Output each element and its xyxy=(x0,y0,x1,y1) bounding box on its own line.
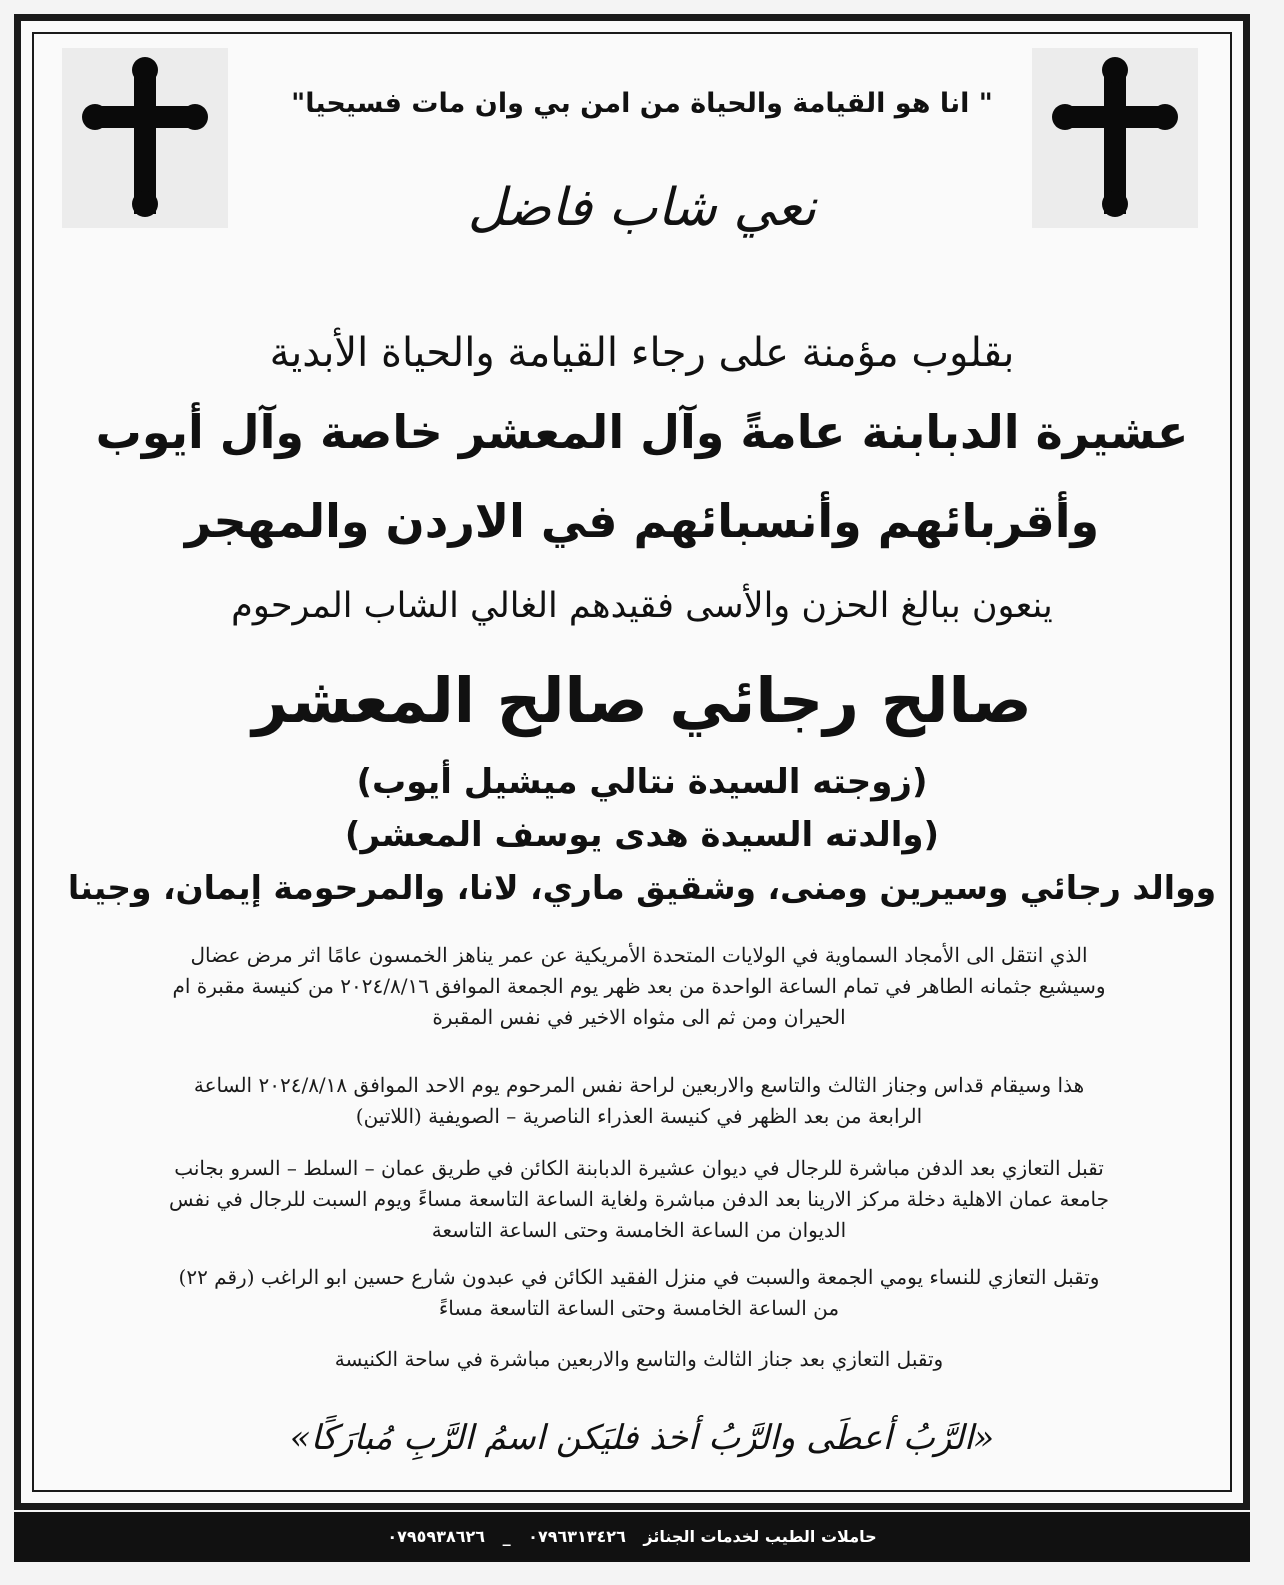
mourn-line: ينعون ببالغ الحزن والأسى فقيدهم الغالي الشاب المرحوم xyxy=(231,586,1053,626)
paragraph-line: الرابعة من بعد الظهر في كنيسة العذراء الناصرية – الصويفية (اللاتين) xyxy=(355,1104,923,1128)
footer-bar xyxy=(14,1512,1250,1562)
footer-separator: _ xyxy=(502,1527,511,1546)
paragraph-line: من الساعة الخامسة وحتى الساعة التاسعة مساءً xyxy=(438,1296,840,1320)
paragraph-line: وسيشيع جثمانه الطاهر في تمام الساعة الواحدة من بعد ظهر يوم الجمعة الموافق ٢٠٢٤/٨/١٦ من كنيسة مقبرة ام xyxy=(172,974,1106,998)
paragraph-line: جامعة عمان الاهلية دخلة مركز الارينا بعد الدفن مباشرة ولغاية الساعة التاسعة مساءً ويوم السبت للرجال في نفس xyxy=(168,1187,1110,1211)
scripture-verse: " انا هو القيامة والحياة من امن بي وان مات فسيحيا" xyxy=(291,88,993,119)
deceased-name: صالح رجائي صالح المعشر xyxy=(252,664,1032,737)
paragraph-condolences-women xyxy=(66,1262,1212,1324)
mother-line: (والدته السيدة هدى يوسف المعشر) xyxy=(344,815,940,855)
paragraph-funeral xyxy=(66,940,1212,1033)
footer-phone-1: ٠٧٩٦٣١٣٤٢٦ xyxy=(528,1527,626,1546)
paragraph-mass xyxy=(66,1070,1212,1132)
notice-title: نعي شاب فاضل xyxy=(467,178,817,238)
footer-phone-2: ٠٧٩٥٩٣٨٦٢٦ xyxy=(387,1527,486,1546)
footer-company: حاملات الطيب لخدمات الجنائز xyxy=(643,1527,877,1546)
paragraph-line: هذا وسيقام قداس وجناز الثالث والتاسع والاربعين لراحة نفس المرحوم يوم الاحد الموافق ٢٠٢٤/٨/١٨ الساعة xyxy=(193,1073,1085,1097)
paragraph-line: وتقبل التعازي للنساء يومي الجمعة والسبت في منزل الفقيد الكائن في عبدون شارع حسين ابو الراغب (رقم ٢٢) xyxy=(178,1265,1100,1289)
paragraph-line: الذي انتقل الى الأمجاد السماوية في الولايات المتحدة الأمريكية عن عمر يناهز الخمسون عامًا اثر مرض عضال xyxy=(190,943,1088,967)
paragraph-condolences-men xyxy=(66,1153,1212,1246)
relatives-line: ووالد رجائي وسيرين ومنى، وشقيق ماري، لانا، والمرحومة إيمان، وجينا xyxy=(67,868,1217,907)
paragraph-church xyxy=(66,1344,1212,1375)
paragraph-line: الديوان من الساعة الخامسة وحتى الساعة التاسعة xyxy=(431,1218,847,1242)
family-line-1: عشيرة الدبابنة عامةً وآل المعشر خاصة وآل أيوب xyxy=(95,405,1189,459)
intro-line: بقلوب مؤمنة على رجاء القيامة والحياة الأبدية xyxy=(269,330,1015,376)
family-line-2: وأقربائهم وأنسبائهم في الاردن والمهجر xyxy=(184,494,1100,548)
paragraph-line: تقبل التعازي بعد الدفن مباشرة للرجال في ديوان عشيرة الدبابنة الكائن في طريق عمان – السلط – السرو بجانب xyxy=(174,1156,1104,1180)
wife-line: (زوجته السيدة نتالي ميشيل أيوب) xyxy=(356,762,928,802)
paragraph-line: وتقبل التعازي بعد جناز الثالث والتاسع والاربعين مباشرة في ساحة الكنيسة xyxy=(334,1347,944,1371)
paragraph-line: الحيران ومن ثم الى مثواه الاخير في نفس المقبرة xyxy=(432,1005,846,1029)
closing-verse: «الرَّبُ أعطَى والرَّبُ أخذ فليَكن اسمُ الرَّبِ مُبارَكًا» xyxy=(289,1418,995,1458)
